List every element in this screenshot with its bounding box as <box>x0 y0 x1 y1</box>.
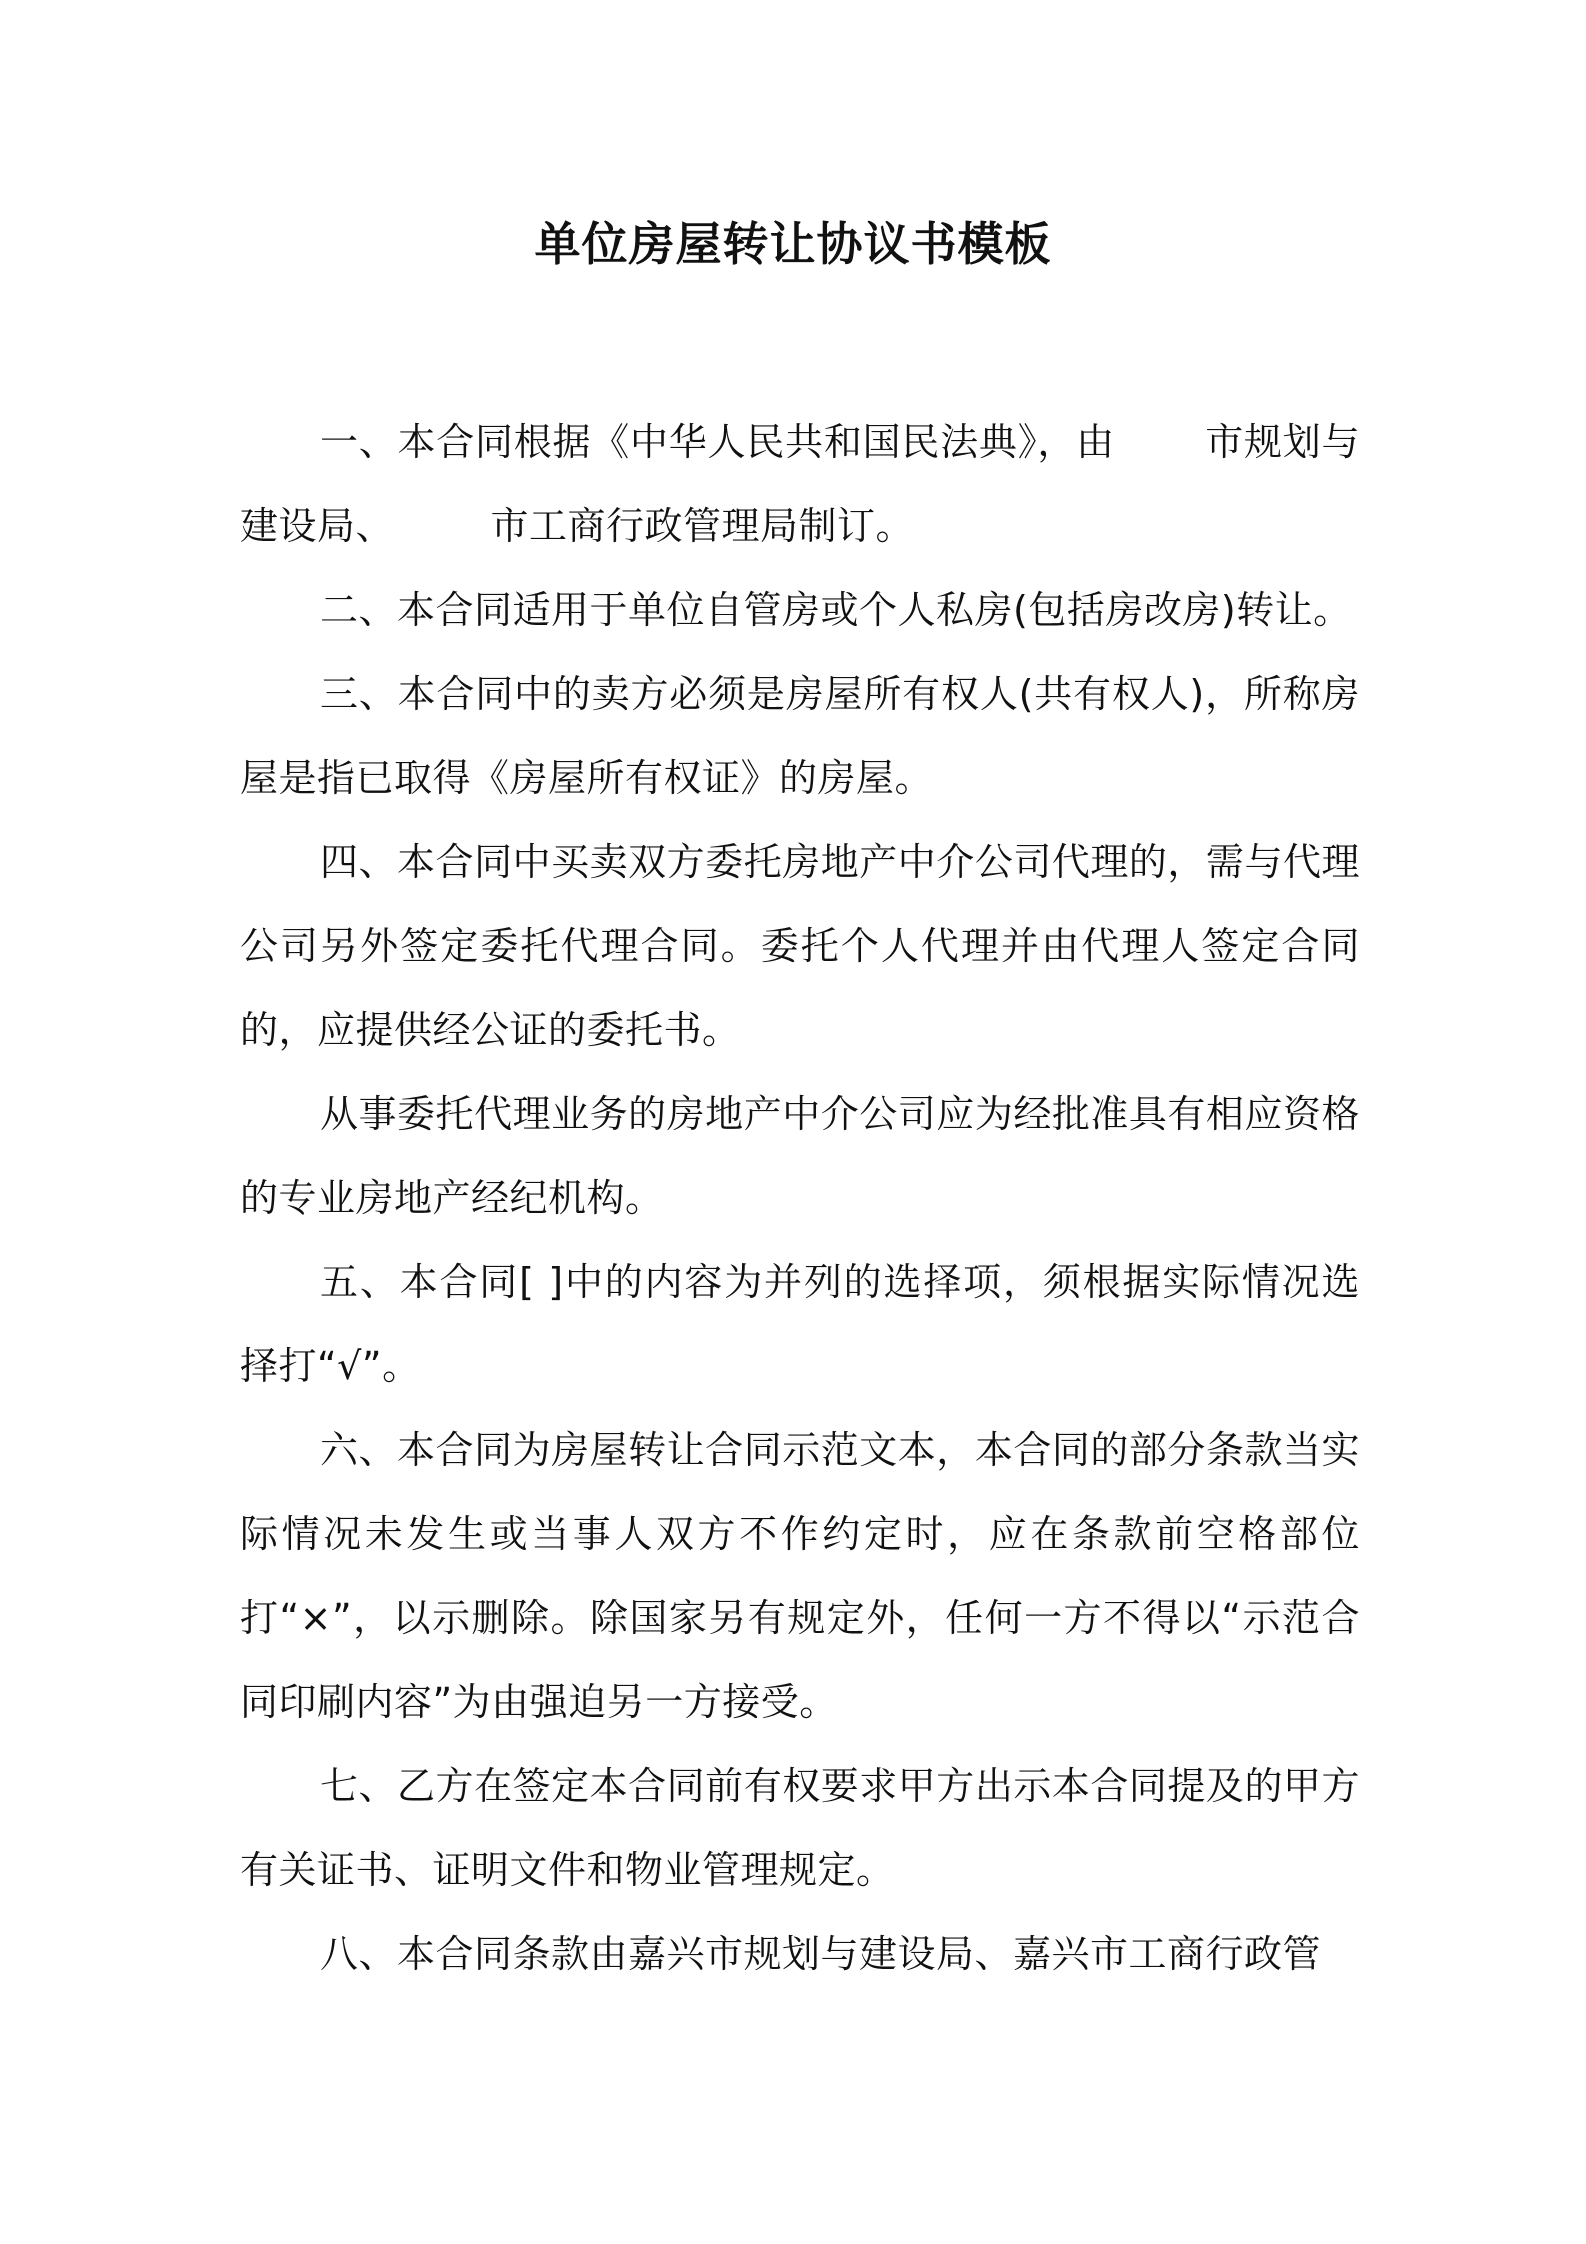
paragraph-6: 五、本合同[ ]中的内容为并列的选择项，须根据实际情况选择打“√”。 <box>240 1260 1360 1388</box>
paragraph-2: 二、本合同适用于单位自管房或个人私房(包括房改房)转让。 <box>320 588 1352 632</box>
paragraph-8: 七、乙方在签定本合同前有权要求甲方出示本合同提及的甲方有关证书、证明文件和物业管理规定。 <box>240 1764 1360 1892</box>
document-body <box>240 400 1360 1996</box>
paragraph-5: 从事委托代理业务的房地产中介公司应为经批准具有相应资格的专业房地产经纪机构。 <box>240 1092 1360 1220</box>
paragraph-9: 八、本合同条款由嘉兴市规划与建设局、嘉兴市工商行政管 <box>320 1932 1322 1976</box>
paragraph-4: 四、本合同中买卖双方委托房地产中介公司代理的，需与代理公司另外签定委托代理合同。委托个人代理并由代理人签定合同的，应提供经公证的委托书。 <box>240 840 1360 1052</box>
document-title: 单位房屋转让协议书模板 <box>534 217 1052 271</box>
paragraph-3: 三、本合同中的卖方必须是房屋所有权人(共有权人)，所称房屋是指已取得《房屋所有权证》的房屋。 <box>240 672 1360 800</box>
paragraph-1: 一、本合同根据《中华人民共和国民法典》，由 市规划与建设局、 市工商行政管理局制订。 <box>240 420 1360 548</box>
paragraph-7: 六、本合同为房屋转让合同示范文本，本合同的部分条款当实际情况未发生或当事人双方不作约定时，应在条款前空格部位打“×”，以示删除。除国家另有规定外，任何一方不得以“示范合同印刷内容”为由强迫另一方接受。 <box>240 1428 1360 1724</box>
